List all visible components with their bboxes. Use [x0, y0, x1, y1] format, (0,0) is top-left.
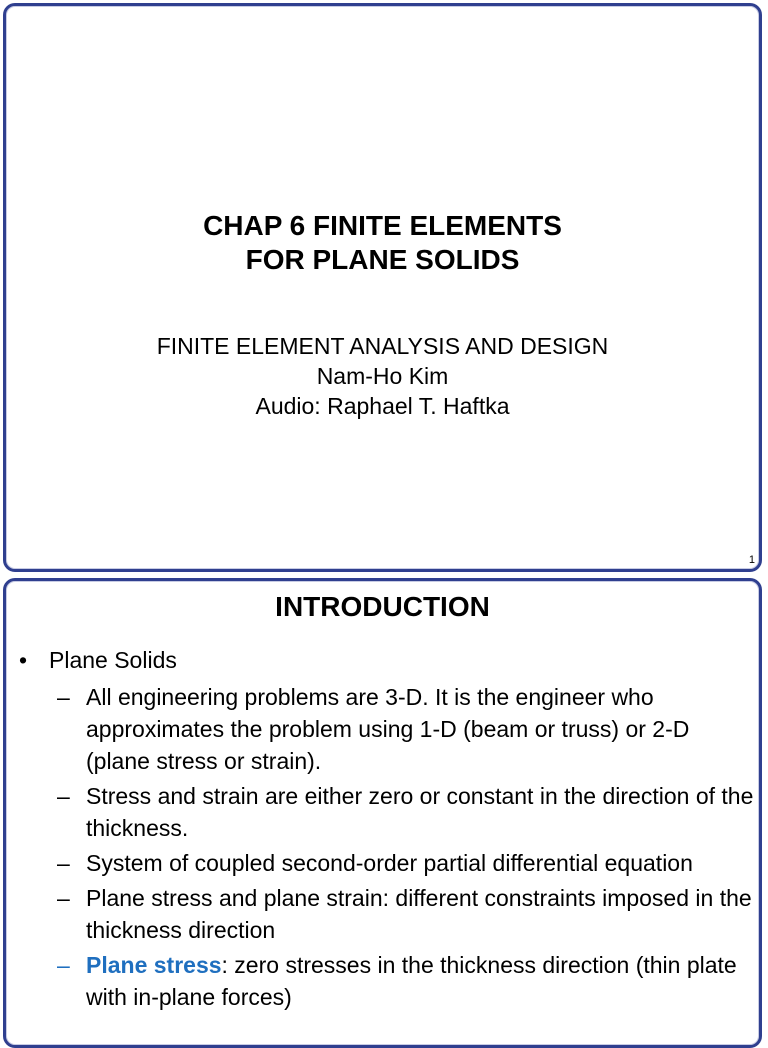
list-item-text: All engineering problems are 3-D. It is the engineer who approximates the problem using 1-D (beam or truss) or 2-D (plane stress or strain). [86, 684, 690, 774]
slide-1-subtitle [6, 331, 759, 421]
title-line-2: FOR PLANE SOLIDS [245, 244, 520, 275]
list-item-text: System of coupled second-order partial differential equation [86, 850, 693, 876]
list-item [57, 847, 757, 879]
slide-1-title [6, 209, 759, 277]
page-number: 1 [748, 554, 755, 566]
list-item [57, 681, 757, 777]
plane-stress-text: : zero stresses in the thickness direction (thin plate with in-plane forces) [86, 952, 737, 1010]
slide-2-title: INTRODUCTION [275, 591, 490, 622]
dash-mark: – [57, 850, 70, 876]
dash-mark: – [57, 684, 70, 710]
bullet-mark: • [19, 647, 28, 673]
list-item-text: Stress and strain are either zero or constant in the direction of the thickness. [86, 783, 754, 841]
list-item [57, 780, 757, 844]
dash-mark: – [57, 885, 70, 911]
dash-mark: – [57, 783, 70, 809]
list-item-plane-stress [57, 949, 757, 1013]
bullet-label: Plane Solids [49, 647, 177, 673]
author-name: Nam-Ho Kim [316, 363, 449, 389]
list-item [57, 882, 757, 946]
list-item-text: Plane stress and plane strain: different constraints imposed in the thickness direction [86, 885, 752, 943]
course-name: FINITE ELEMENT ANALYSIS AND DESIGN [156, 333, 609, 359]
bullet-plane-solids [19, 644, 177, 676]
audio-credit: Audio: Raphael T. Haftka [255, 393, 510, 419]
slide-1 [3, 3, 762, 572]
dash-mark: – [57, 952, 70, 978]
slide-2 [3, 578, 762, 1048]
plane-stress-term: Plane stress [86, 952, 222, 978]
title-line-1: CHAP 6 FINITE ELEMENTS [203, 210, 562, 241]
sub-bullet-list [57, 681, 757, 1016]
